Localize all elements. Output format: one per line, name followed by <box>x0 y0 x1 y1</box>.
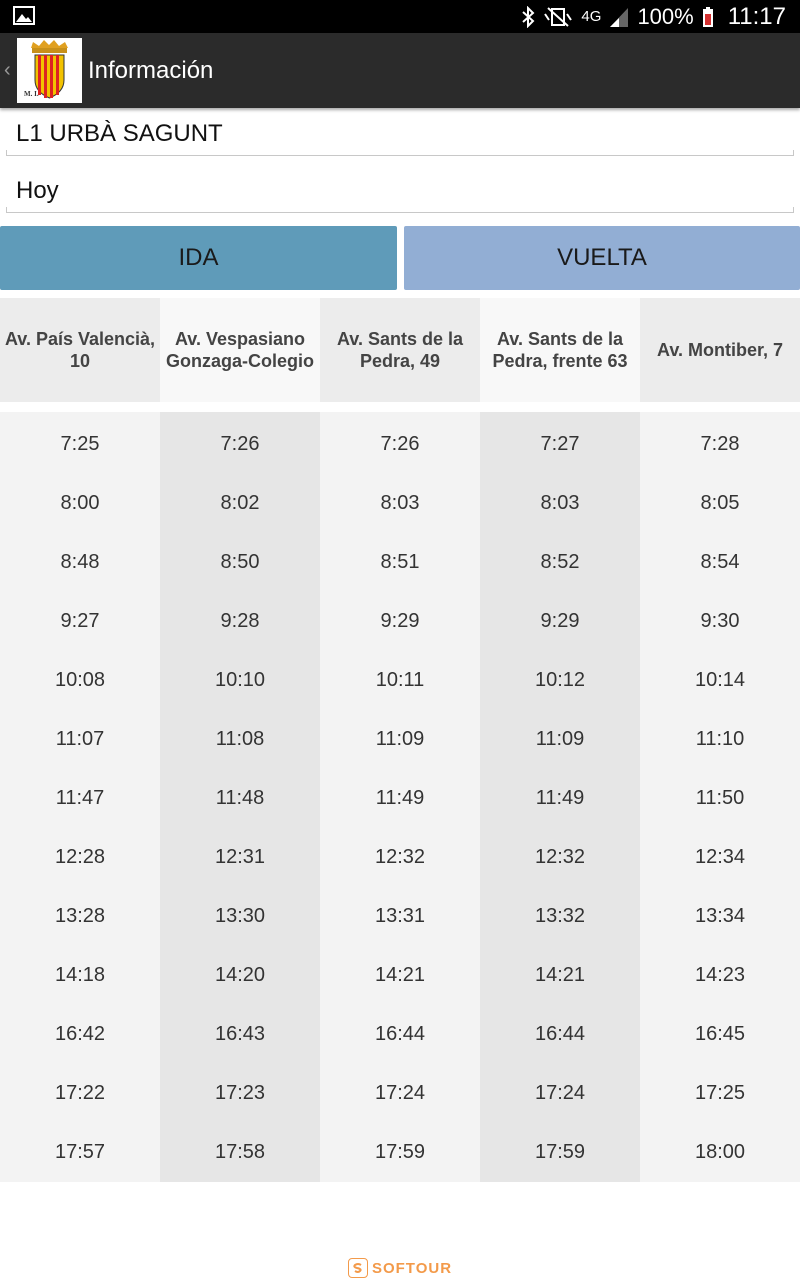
departure-time: 12:32 <box>534 846 586 868</box>
battery-icon <box>702 6 714 28</box>
departure-time: 16:45 <box>694 1023 746 1045</box>
vuelta-button[interactable]: VUELTA <box>404 226 800 290</box>
departure-time: 11:09 <box>535 728 585 750</box>
departure-time: 18:00 <box>694 1141 746 1163</box>
departure-time: 17:57 <box>54 1141 106 1163</box>
timetable-header <box>0 298 800 402</box>
departure-time: 17:25 <box>694 1082 746 1104</box>
gallery-notification-icon <box>13 6 35 25</box>
departure-time: 11:50 <box>695 787 745 809</box>
departure-time: 9:28 <box>220 610 260 632</box>
departure-time: 8:54 <box>700 551 740 573</box>
departure-time: 9:30 <box>700 610 740 632</box>
ida-button[interactable]: IDA <box>0 226 397 290</box>
footer-brand-name: SOFTOUR <box>371 1259 453 1277</box>
departure-time: 7:26 <box>380 433 420 455</box>
vibrate-mute-icon <box>543 6 573 28</box>
stop-header: Av. Sants de la Pedra, 49 <box>320 298 480 402</box>
line-selector[interactable] <box>6 108 794 156</box>
departure-time: 8:00 <box>60 492 100 514</box>
departure-time: 17:24 <box>534 1082 586 1104</box>
departure-time: 14:18 <box>54 964 106 986</box>
departure-time: 9:29 <box>380 610 420 632</box>
departure-time: 10:14 <box>694 669 746 691</box>
departure-time: 13:28 <box>54 905 106 927</box>
departure-time: 17:23 <box>214 1082 266 1104</box>
departure-time: 10:10 <box>214 669 266 691</box>
stop-header: Av. Sants de la Pedra, frente 63 <box>480 298 640 402</box>
departure-time: 11:09 <box>375 728 425 750</box>
departure-time: 11:48 <box>215 787 265 809</box>
departure-time: 17:59 <box>374 1141 426 1163</box>
footer-brand <box>0 1258 800 1278</box>
departure-time: 8:51 <box>380 551 420 573</box>
departure-time: 16:43 <box>214 1023 266 1045</box>
bluetooth-icon <box>521 6 535 28</box>
departure-time: 16:42 <box>54 1023 106 1045</box>
timetable <box>0 298 800 1182</box>
stop-column <box>160 412 320 1182</box>
departure-time: 8:05 <box>700 492 740 514</box>
departure-time: 12:28 <box>54 846 106 868</box>
departure-time: 7:26 <box>220 433 260 455</box>
departure-time: 14:23 <box>694 964 746 986</box>
departure-time: 12:31 <box>214 846 266 868</box>
departure-time: 16:44 <box>534 1023 586 1045</box>
departure-time: 12:34 <box>694 846 746 868</box>
battery-percent: 100% <box>637 4 694 29</box>
departure-time: 7:27 <box>540 433 580 455</box>
network-type-icon: 4G <box>581 8 602 25</box>
stop-column <box>320 412 480 1182</box>
action-bar <box>0 33 800 108</box>
signal-icon <box>609 6 629 28</box>
day-selector-value: Hoy <box>16 177 59 204</box>
departure-time: 8:48 <box>60 551 100 573</box>
departure-time: 13:31 <box>374 905 426 927</box>
departure-time: 10:11 <box>375 669 425 691</box>
stop-column <box>0 412 160 1182</box>
back-chevron-icon[interactable]: ‹ <box>4 59 11 81</box>
departure-time: 8:52 <box>540 551 580 573</box>
departure-time: 8:03 <box>380 492 420 514</box>
departure-time: 7:25 <box>60 433 100 455</box>
departure-time: 17:24 <box>374 1082 426 1104</box>
softour-logo-icon <box>348 1258 368 1278</box>
departure-time: 11:47 <box>55 787 105 809</box>
departure-time: 10:12 <box>534 669 586 691</box>
departure-time: 7:28 <box>700 433 740 455</box>
timetable-body <box>0 412 800 1182</box>
stop-header: Av. Vespasiano Gonzaga-Colegio <box>160 298 320 402</box>
departure-time: 8:50 <box>220 551 260 573</box>
coat-of-arms-logo[interactable] <box>17 38 82 103</box>
status-bar <box>0 0 800 33</box>
departure-time: 8:03 <box>540 492 580 514</box>
departure-time: 11:07 <box>55 728 105 750</box>
stop-header: Av. País Valencià, 10 <box>0 298 160 402</box>
departure-time: 17:59 <box>534 1141 586 1163</box>
departure-time: 11:10 <box>695 728 745 750</box>
page-title: Información <box>88 57 214 84</box>
departure-time: 14:21 <box>534 964 586 986</box>
departure-time: 9:27 <box>60 610 100 632</box>
stop-column <box>640 412 800 1182</box>
departure-time: 13:30 <box>214 905 266 927</box>
departure-time: 17:58 <box>214 1141 266 1163</box>
departure-time: 17:22 <box>54 1082 106 1104</box>
departure-time: 14:21 <box>374 964 426 986</box>
departure-time: 8:02 <box>220 492 260 514</box>
day-selector[interactable] <box>6 165 794 213</box>
departure-time: 10:08 <box>54 669 106 691</box>
clock: 11:17 <box>727 3 786 30</box>
svg-text:M. I.: M. I. <box>24 90 39 98</box>
departure-time: 12:32 <box>374 846 426 868</box>
departure-time: 14:20 <box>214 964 266 986</box>
departure-time: 13:32 <box>534 905 586 927</box>
departure-time: 13:34 <box>694 905 746 927</box>
line-selector-value: L1 URBÀ SAGUNT <box>16 120 223 147</box>
departure-time: 11:49 <box>535 787 585 809</box>
stop-header: Av. Montiber, 7 <box>640 298 800 402</box>
departure-time: 11:08 <box>215 728 265 750</box>
departure-time: 16:44 <box>374 1023 426 1045</box>
departure-time: 9:29 <box>540 610 580 632</box>
stop-column <box>480 412 640 1182</box>
departure-time: 11:49 <box>375 787 425 809</box>
